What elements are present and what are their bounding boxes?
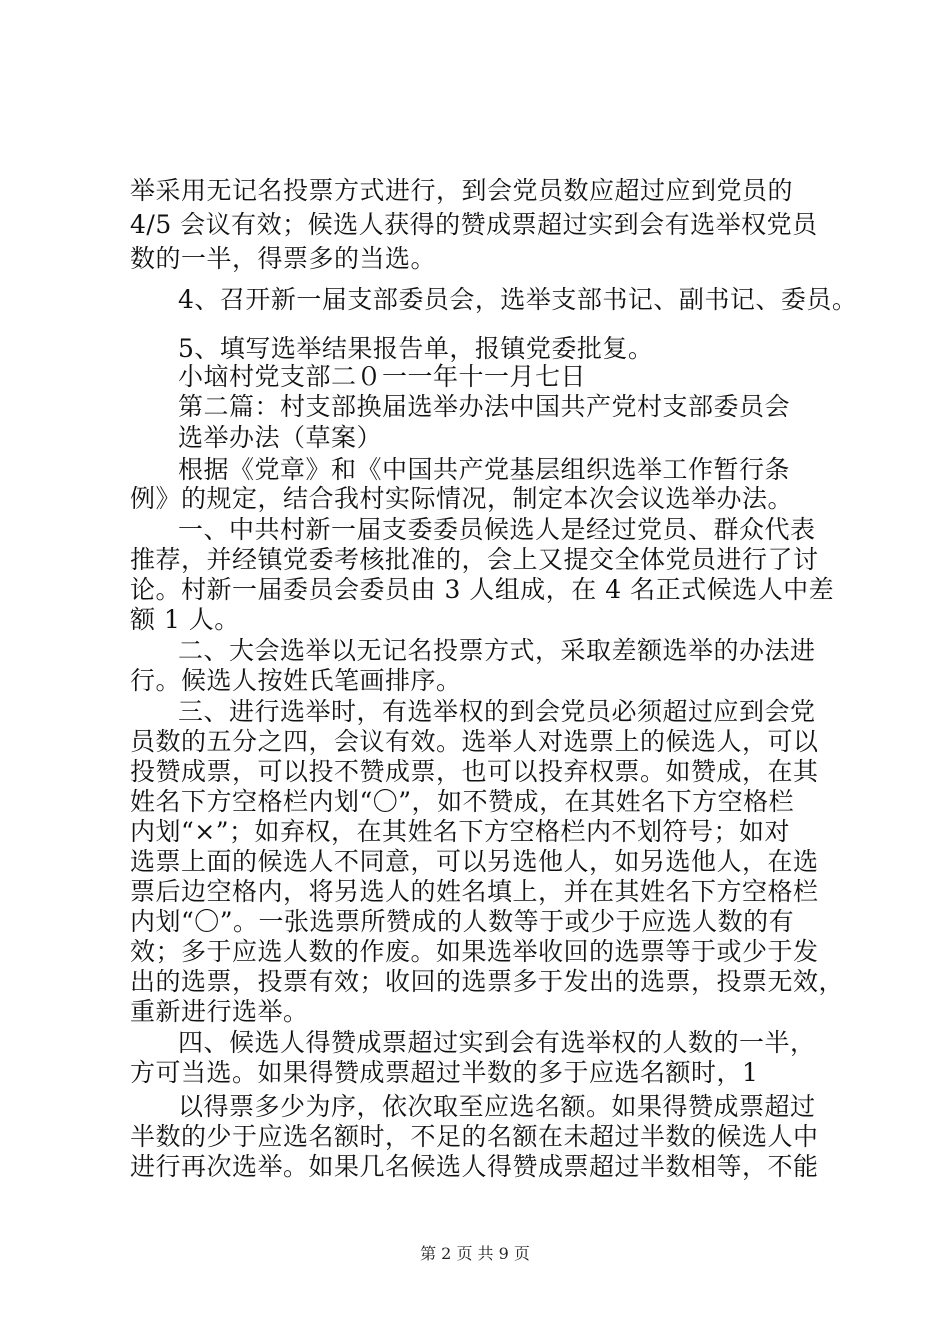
text-line: 4/5 会议有效；候选人获得的赞成票超过实到会有选举权党员 [130, 210, 818, 239]
text-line: 四、候选人得赞成票超过实到会有选举权的人数的一半， [178, 1028, 816, 1057]
text-line: 5、填写选举结果报告单，报镇党委批复。 [178, 334, 654, 363]
text-line: 选票上面的候选人不同意，可以另选他人，如另选他人，在选 [130, 847, 819, 876]
text-line: 数的一半，得票多的当选。 [130, 244, 437, 273]
section-heading: 第二篇：村支部换届选举办法中国共产党村支部委员会 [178, 392, 791, 421]
page-number: 第 2 页 共 9 页 [420, 1244, 530, 1263]
text-line: 半数的少于应选名额时，不足的名额在未超过半数的候选人中 [130, 1122, 819, 1151]
text-line: 票后边空格内，将另选人的姓名填上，并在其姓名下方空格栏 [130, 877, 819, 906]
text-line: 论。村新一届委员会委员由 3 人组成，在 4 名正式候选人中差 [130, 575, 835, 604]
text-line: 出的选票，投票有效；收回的选票多于发出的选票，投票无效， [130, 967, 845, 996]
text-line: 推荐，并经镇党委考核批准的，会上又提交全体党员进行了讨 [130, 545, 819, 574]
text-line: 进行再次选举。如果几名候选人得赞成票超过半数相等，不能 [130, 1152, 819, 1181]
text-line: 举采用无记名投票方式进行，到会党员数应超过应到党员的 [130, 176, 794, 205]
text-line: 二、大会选举以无记名投票方式，采取差额选举的办法进 [178, 636, 816, 665]
text-line: 行。候选人按姓氏笔画排序。 [130, 666, 462, 695]
text-line: 重新进行选举。 [130, 997, 309, 1026]
section-subheading: 选举办法（草案） [178, 423, 383, 452]
text-line: 内划“〇”。一张选票所赞成的人数等于或少于应选人数的有 [130, 907, 795, 936]
text-line: 根据《党章》和《中国共产党基层组织选举工作暂行条 [178, 455, 791, 484]
text-line: 三、进行选举时，有选举权的到会党员必须超过应到会党 [178, 697, 816, 726]
text-line: 姓名下方空格栏内划“〇”，如不赞成，在其姓名下方空格栏 [130, 787, 795, 816]
text-line: 效；多于应选人数的作废。如果选举收回的选票等于或少于发 [130, 937, 819, 966]
text-line: 4、召开新一届支部委员会，选举支部书记、副书记、委员。 [178, 285, 858, 314]
text-line: 员数的五分之四，会议有效。选举人对选票上的候选人，可以 [130, 727, 819, 756]
text-line: 投赞成票，可以投不赞成票，也可以投弃权票。如赞成，在其 [130, 757, 819, 786]
text-line: 例》的规定，结合我村实际情况，制定本次会议选举办法。 [130, 484, 794, 513]
text-line: 额 1 人。 [130, 605, 240, 634]
text-line: 方可当选。如果得赞成票超过半数的多于应选名额时，1 [130, 1058, 759, 1087]
text-line: 一、中共村新一届支委委员候选人是经过党员、群众代表 [178, 515, 816, 544]
text-line: 内划“×”；如弃权，在其姓名下方空格栏内不划符号；如对 [130, 817, 791, 846]
text-line: 以得票多少为序，依次取至应选名额。如果得赞成票超过 [178, 1092, 816, 1121]
signature-line: 小垴村党支部二０一一年十一月七日 [178, 362, 587, 391]
